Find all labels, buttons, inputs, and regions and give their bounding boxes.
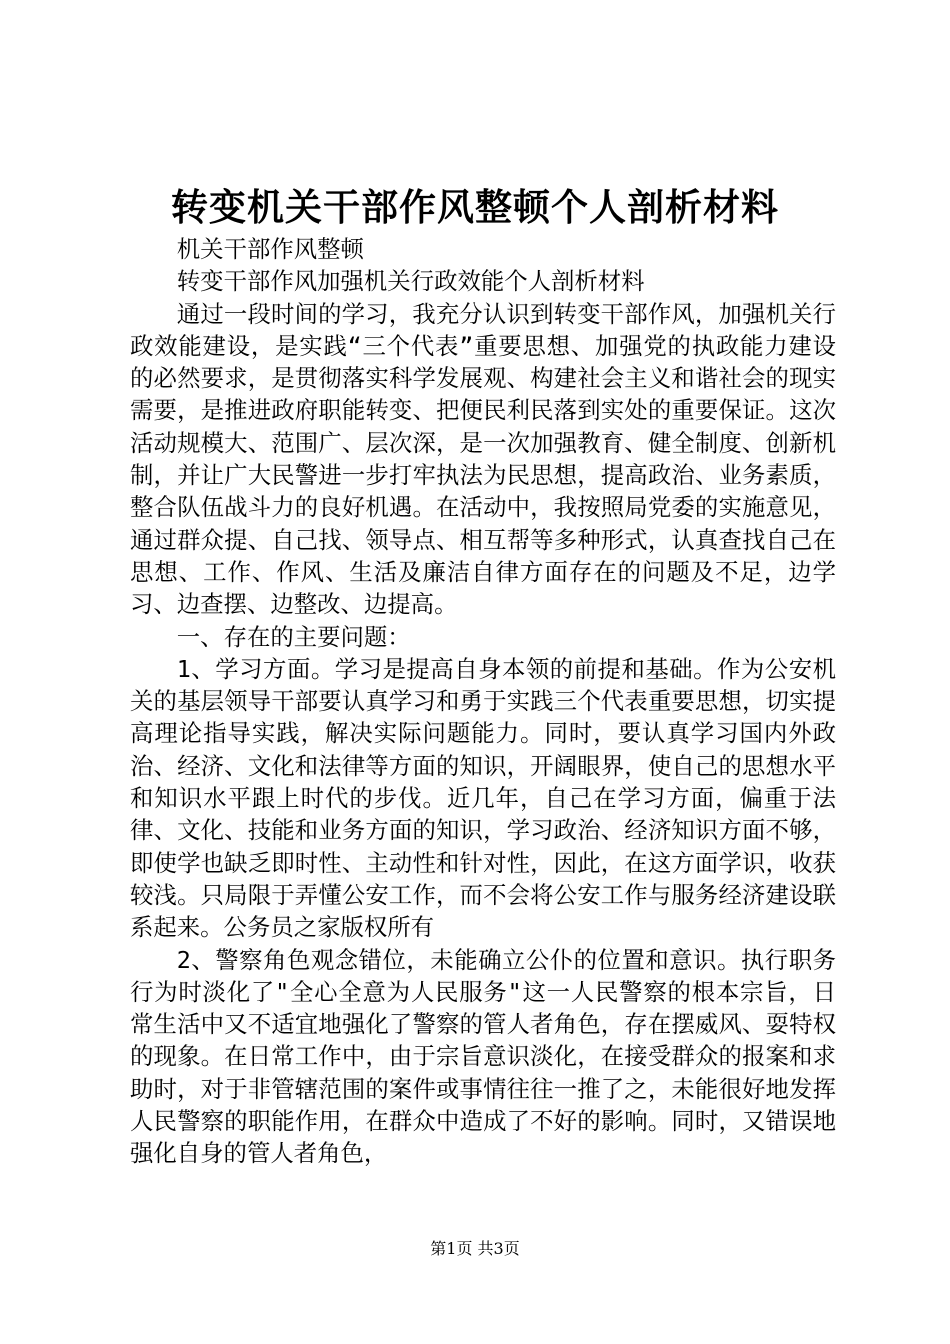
document-body (130, 233, 836, 1170)
document-title: 转变机关干部作风整顿个人剖析材料 (171, 185, 779, 229)
page-footer: 第1页 共3页 (430, 1239, 520, 1258)
section-heading: 一、存在的主要问题： (176, 622, 411, 651)
paragraph-intro: 通过一段时间的学习，我充分认识到转变干部作风，加强机关行政效能建设，是实践“三个代表”重要思想、加强党的执政能力建设的必然要求，是贯彻落实科学发展观、构建社会主义和谐社会的现实需要，是推进政府职能转变、把便民利民落到实处的重要保证。这次活动规模大、范围广、层次深，是一次加强教育、健全制度、创新机制，并让广大民警进一步打牢执法为民思想，提高政治、业务素质，整合队伍战斗力的良好机遇。在活动中，我按照局党委的实施意见，通过群众提、自己找、领导点、相互帮等多种形式，认真查找自己在思想、工作、作风、生活及廉洁自律方面存在的问题及不足，边学习、边查摆、边整改、边提高。 (130, 299, 836, 619)
paragraph-subtitle-2: 转变干部作风加强机关行政效能个人剖析材料 (176, 267, 645, 296)
paragraph-subtitle-1: 机关干部作风整顿 (176, 235, 364, 263)
paragraph-item-1: 1、学习方面。学习是提高自身本领的前提和基础。作为公安机关的基层领导干部要认真学习和勇于实践三个代表重要思想，切实提高理论指导实践，解决实际问题能力。同时，要认真学习国内外政治、经济、文化和法律等方面的知识，开阔眼界，使自己的思想水平和知识水平跟上时代的步伐。近几年，自己在学习方面，偏重于法律、文化、技能和业务方面的知识，学习政治、经济知识方面不够，即使学也缺乏即时性、主动性和针对性，因此，在这方面学识，收获较浅。只局限于弄懂公安工作，而不会将公安工作与服务经济建设联系起来。公务员之家版权所有 (130, 654, 836, 942)
paragraph-item-2: 2、警察角色观念错位，未能确立公仆的位置和意识。执行职务行为时淡化了"全心全意为人民服务"这一人民警察的根本宗旨，日常生活中又不适宜地强化了警察的管人者角色，存在摆威风、耍特权的现象。在日常工作中，由于宗旨意识淡化，在接受群众的报案和求助时，对于非管辖范围的案件或事情往往一推了之，未能很好地发挥人民警察的职能作用，在群众中造成了不好的影响。同时，又错误地强化自身的管人者角色， (130, 945, 836, 1168)
